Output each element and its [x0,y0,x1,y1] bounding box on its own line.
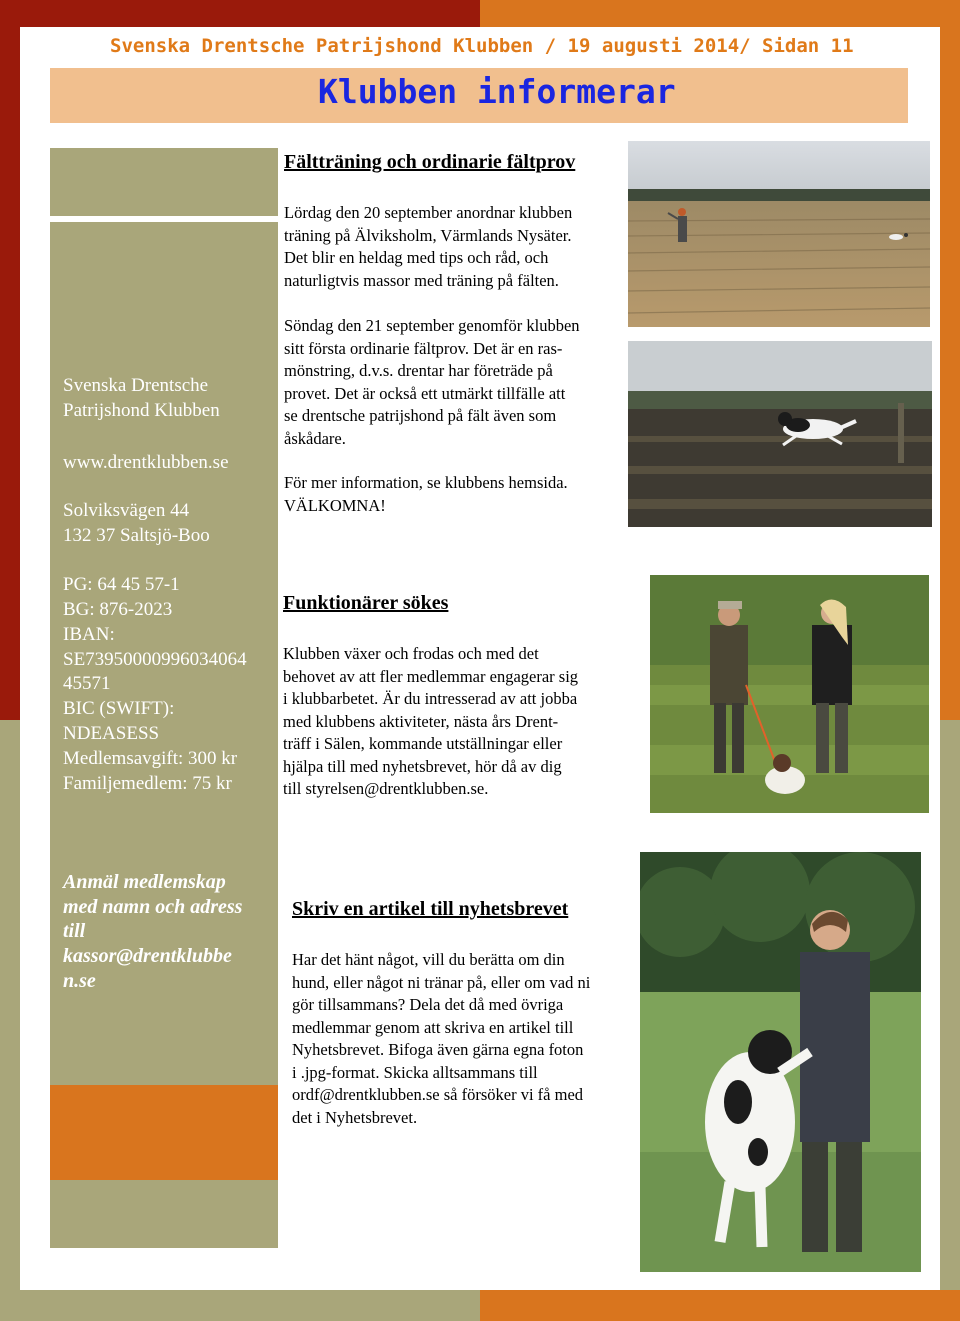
sidebar-join-3: till [63,920,86,942]
sidebar-gap-1 [50,216,278,222]
sidebar-iban-1: SE73950000996034064 [63,649,247,670]
field-training-text-1 [284,202,572,292]
text-line: För mer information, se klubbens hemsida. [284,473,568,492]
text-line: hund, eller något ni tränar på, eller om vad ni [292,972,591,992]
sidebar-join-4[interactable]: kassor@drentklubbe [63,945,232,967]
text-line: åskådare. [284,428,346,448]
text-line: det i Nyhetsbrevet. [292,1107,418,1127]
text-line: träning på Älviksholm, Värmlands Nysäter. [284,225,572,245]
text-line: i .jpg-format. Skicka alltsammans till [292,1062,538,1082]
sidebar-fee-family: Familjemedlem: 75 kr [63,773,232,794]
text-line: Det blir en heldag med tips och råd, och [284,248,549,267]
sidebar-join-5[interactable]: n.se [63,970,96,992]
photo-woman-with-dog [640,852,921,1272]
write-article-text [292,949,590,1129]
text-line: Har det hänt något, vill du berätta om din [292,950,565,969]
text-line: naturligtvis massor med träning på fälten. [284,270,559,290]
text-line: Nyhetsbrevet. Bifoga även gärna egna foton [292,1040,584,1059]
photo-field-training [628,141,930,327]
page-title: Klubben informerar [318,72,676,111]
sidebar-join-2: med namn och adress [63,896,243,918]
text-line: medlemmar genom att skriva en artikel till [292,1017,574,1037]
section-heading-field-training: Fältträning och ordinarie fältprov [284,151,576,173]
section-heading-write-article: Skriv en artikel till nyhetsbrevet [292,898,569,920]
text-line: med klubbens aktiviteter, nästa års Drent- [283,711,559,731]
text-line: gör tillsammans? Dela det då med övriga [292,995,564,1014]
sidebar-join-1: Anmäl medlemskap [63,871,226,893]
sidebar-bic-label: BIC (SWIFT): [63,698,175,719]
sidebar-address-1: Solviksvägen 44 [63,500,190,521]
sidebar-fee-member: Medlemsavgift: 300 kr [63,748,238,769]
text-line: behovet av att fler medlemmar engagerar sig [283,666,579,686]
sidebar-iban-2: 45571 [63,673,111,694]
sidebar-club-name-2: Patrijshond Klubben [63,400,220,421]
text-line: Lördag den 20 september anordnar klubben [284,203,573,222]
field-trial-text-2 [284,315,580,450]
text-line: Söndag den 21 september genomför klubben [284,316,580,335]
text-line: träff i Sälen, kommande utställningar eller [283,734,563,753]
frame-bottom-strip [480,1290,960,1321]
sidebar-orange-block [50,1085,278,1180]
text-line: ordf@drentklubben.se så försöker vi få med [292,1085,584,1104]
photo-women-with-puppy [650,575,929,813]
sidebar-club-name-1: Svenska Drentsche [63,375,209,396]
sidebar-address-2: 132 37 Saltsjö-Boo [63,525,210,546]
section-heading-volunteers: Funktionärer sökes [283,592,449,614]
newsletter-header: Svenska Drentsche Patrijshond Klubben / 19 augusti 2014/ Sidan 11 [110,35,854,57]
text-line: se drentsche patrijshond på fält även som [284,406,557,425]
text-line: mönstring, d.v.s. drentar har företräde på [284,361,553,380]
field-trial-text-3 [284,472,568,517]
text-line: provet. Det är också ett utmärkt tillfälle att [284,383,566,403]
photo-running-dog [628,341,932,527]
text-line: till styrelsen@drentklubben.se. [283,779,489,798]
sidebar-website-link[interactable]: www.drentklubben.se [63,452,229,473]
sidebar-iban-label: IBAN: [63,624,115,645]
sidebar-bg: BG: 876-2023 [63,599,173,620]
text-line: i klubbarbetet. Är du intresserad av att jobba [283,689,578,708]
text-line: VÄLKOMNA! [284,495,386,515]
sidebar-bic: NDEASESS [63,723,160,744]
text-line: hjälpa till med nyhetsbrevet, hör då av dig [283,756,562,776]
volunteers-text [283,643,578,801]
text-line: Klubben växer och frodas och med det [283,644,539,663]
text-line: sitt första ordinarie fältprov. Det är en ras- [284,338,563,358]
sidebar-pg: PG: 64 45 57-1 [63,574,180,595]
